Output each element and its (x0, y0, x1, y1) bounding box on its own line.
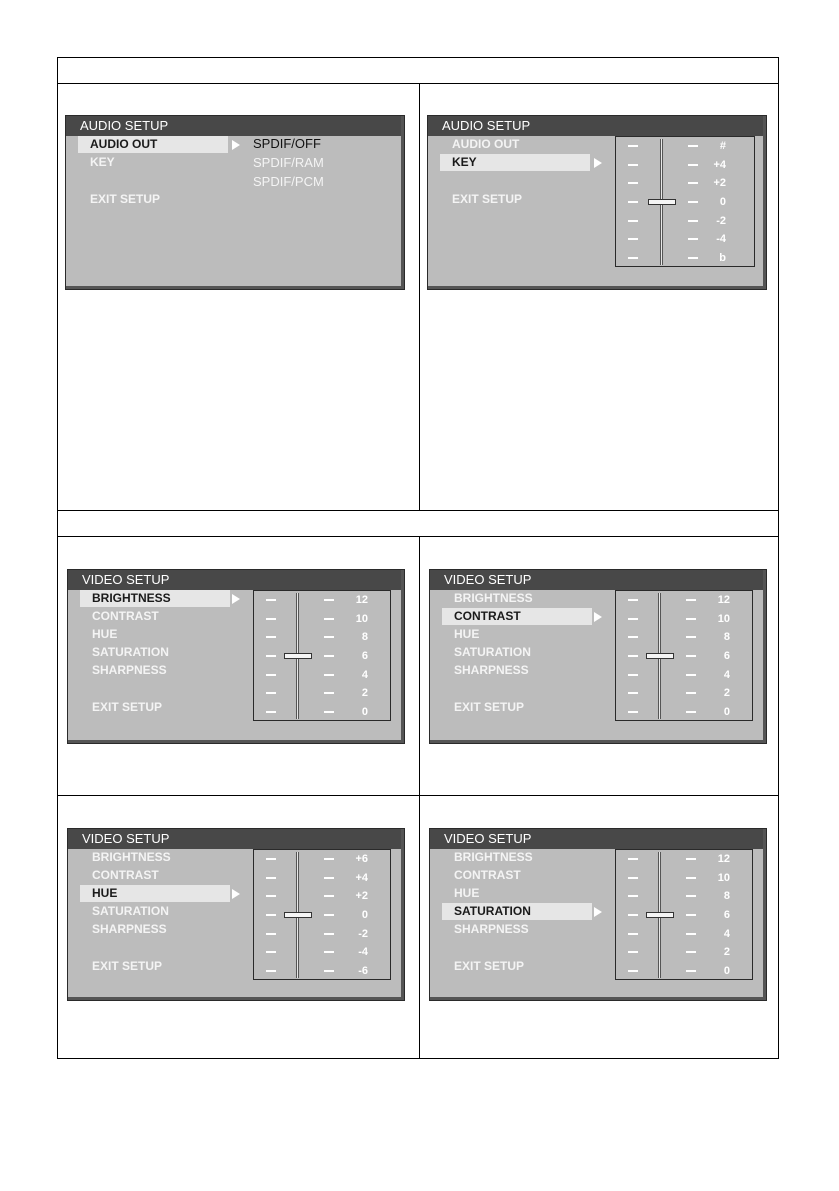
slider-level: 8 (361, 631, 368, 643)
arrow-right-icon (594, 158, 602, 168)
slider-level: -4 (358, 946, 368, 958)
slider-level: 8 (723, 890, 730, 902)
arrow-right-icon (232, 140, 240, 150)
menu-item-saturation[interactable]: SATURATION (92, 645, 169, 659)
osd-title: VIDEO SETUP (68, 829, 404, 849)
arrow-right-icon (594, 612, 602, 622)
slider-knob[interactable] (648, 199, 676, 205)
menu-item-contrast[interactable]: CONTRAST (454, 868, 521, 882)
slider-level: +4 (355, 872, 368, 884)
menu-item-brightness[interactable]: BRIGHTNESS (92, 850, 171, 864)
menu-item-contrast[interactable]: CONTRAST (92, 868, 159, 882)
menu-item-sharpness[interactable]: SHARPNESS (454, 922, 529, 936)
slider-level: 0 (361, 909, 368, 921)
slider-level: +4 (713, 159, 726, 171)
menu-item-exit-setup[interactable]: EXIT SETUP (454, 959, 525, 973)
video-setup-osd-saturation (429, 828, 767, 1001)
menu-item-hue[interactable]: HUE (92, 627, 118, 641)
osd-title: AUDIO SETUP (428, 116, 766, 136)
divider (419, 83, 420, 510)
slider-level: 10 (717, 613, 730, 625)
slider-level: 4 (361, 669, 368, 681)
menu-item-brightness[interactable]: BRIGHTNESS (80, 590, 230, 607)
video-setup-osd-hue (67, 828, 405, 1001)
slider-level: -2 (358, 928, 368, 940)
divider (419, 536, 420, 1059)
osd-title: AUDIO SETUP (66, 116, 404, 136)
menu-item-exit-setup[interactable]: EXIT SETUP (454, 700, 525, 714)
hue-slider[interactable] (253, 849, 391, 980)
slider-level: 10 (717, 872, 730, 884)
menu-item-hue[interactable]: HUE (80, 885, 230, 902)
slider-knob[interactable] (646, 653, 674, 659)
slider-level: +2 (355, 890, 368, 902)
slider-level: 6 (361, 650, 368, 662)
osd-title: VIDEO SETUP (68, 570, 404, 590)
option-spdif-ram[interactable]: SPDIF/RAM (253, 155, 324, 170)
option-spdif-off[interactable]: SPDIF/OFF (253, 136, 321, 151)
osd-shadow (401, 829, 404, 1000)
menu-item-hue[interactable]: HUE (454, 886, 480, 900)
slider-level: 2 (361, 687, 368, 699)
key-slider[interactable] (615, 136, 755, 267)
audio-setup-osd-audio-out (65, 115, 405, 290)
osd-shadow (401, 570, 404, 743)
video-setup-osd-contrast (429, 569, 767, 744)
slider-level: b (719, 252, 726, 264)
osd-title: VIDEO SETUP (430, 570, 766, 590)
slider-knob[interactable] (284, 653, 312, 659)
osd-shadow (401, 116, 404, 289)
option-spdif-pcm[interactable]: SPDIF/PCM (253, 174, 324, 189)
slider-level: 4 (723, 928, 730, 940)
arrow-right-icon (594, 907, 602, 917)
slider-level: -4 (716, 233, 726, 245)
osd-shadow (66, 286, 404, 289)
slider-level: 12 (355, 594, 368, 606)
slider-level: 0 (361, 706, 368, 718)
slider-level: 6 (723, 650, 730, 662)
saturation-slider[interactable] (615, 849, 753, 980)
brightness-slider[interactable] (253, 590, 391, 721)
slider-level: -6 (358, 965, 368, 977)
menu-item-exit-setup[interactable]: EXIT SETUP (452, 192, 523, 206)
contrast-slider[interactable] (615, 590, 753, 721)
slider-level: 8 (723, 631, 730, 643)
slider-level: -2 (716, 215, 726, 227)
menu-item-exit-setup[interactable]: EXIT SETUP (92, 700, 163, 714)
menu-item-key[interactable]: KEY (90, 155, 115, 169)
slider-level: 4 (723, 669, 730, 681)
menu-item-brightness[interactable]: BRIGHTNESS (454, 591, 533, 605)
osd-shadow (430, 740, 766, 743)
slider-level: 0 (723, 706, 730, 718)
menu-item-saturation[interactable]: SATURATION (454, 645, 531, 659)
slider-level: 0 (719, 196, 726, 208)
osd-shadow (68, 997, 404, 1000)
slider-knob[interactable] (646, 912, 674, 918)
slider-level: 2 (723, 687, 730, 699)
menu-item-audio-out[interactable]: AUDIO OUT (452, 137, 520, 151)
osd-shadow (68, 740, 404, 743)
menu-item-audio-out[interactable]: AUDIO OUT (78, 136, 228, 153)
video-setup-osd-brightness (67, 569, 405, 744)
menu-item-contrast[interactable]: CONTRAST (442, 608, 592, 625)
menu-item-exit-setup[interactable]: EXIT SETUP (92, 959, 163, 973)
divider (57, 83, 779, 84)
slider-level: 6 (723, 909, 730, 921)
menu-item-saturation[interactable]: SATURATION (442, 903, 592, 920)
slider-knob[interactable] (284, 912, 312, 918)
audio-setup-osd-key (427, 115, 767, 290)
slider-level: 2 (723, 946, 730, 958)
divider (57, 795, 779, 796)
arrow-right-icon (232, 889, 240, 899)
menu-item-exit-setup[interactable]: EXIT SETUP (90, 192, 161, 206)
slider-level: +2 (713, 177, 726, 189)
menu-item-sharpness[interactable]: SHARPNESS (454, 663, 529, 677)
osd-shadow (430, 997, 766, 1000)
osd-shadow (428, 286, 766, 289)
divider (57, 510, 779, 511)
arrow-right-icon (232, 594, 240, 604)
menu-item-brightness[interactable]: BRIGHTNESS (454, 850, 533, 864)
menu-item-key[interactable]: KEY (440, 154, 590, 171)
osd-shadow (763, 116, 766, 289)
osd-shadow (763, 570, 766, 743)
slider-level: 12 (717, 853, 730, 865)
slider-level: 12 (717, 594, 730, 606)
slider-level: 10 (355, 613, 368, 625)
menu-item-sharpness[interactable]: SHARPNESS (92, 922, 167, 936)
divider (57, 536, 779, 537)
slider-level: +6 (355, 853, 368, 865)
osd-shadow (763, 829, 766, 1000)
menu-item-hue[interactable]: HUE (454, 627, 480, 641)
menu-item-saturation[interactable]: SATURATION (92, 904, 169, 918)
osd-title: VIDEO SETUP (430, 829, 766, 849)
menu-item-contrast[interactable]: CONTRAST (92, 609, 159, 623)
slider-level: # (719, 140, 726, 152)
menu-item-sharpness[interactable]: SHARPNESS (92, 663, 167, 677)
slider-level: 0 (723, 965, 730, 977)
